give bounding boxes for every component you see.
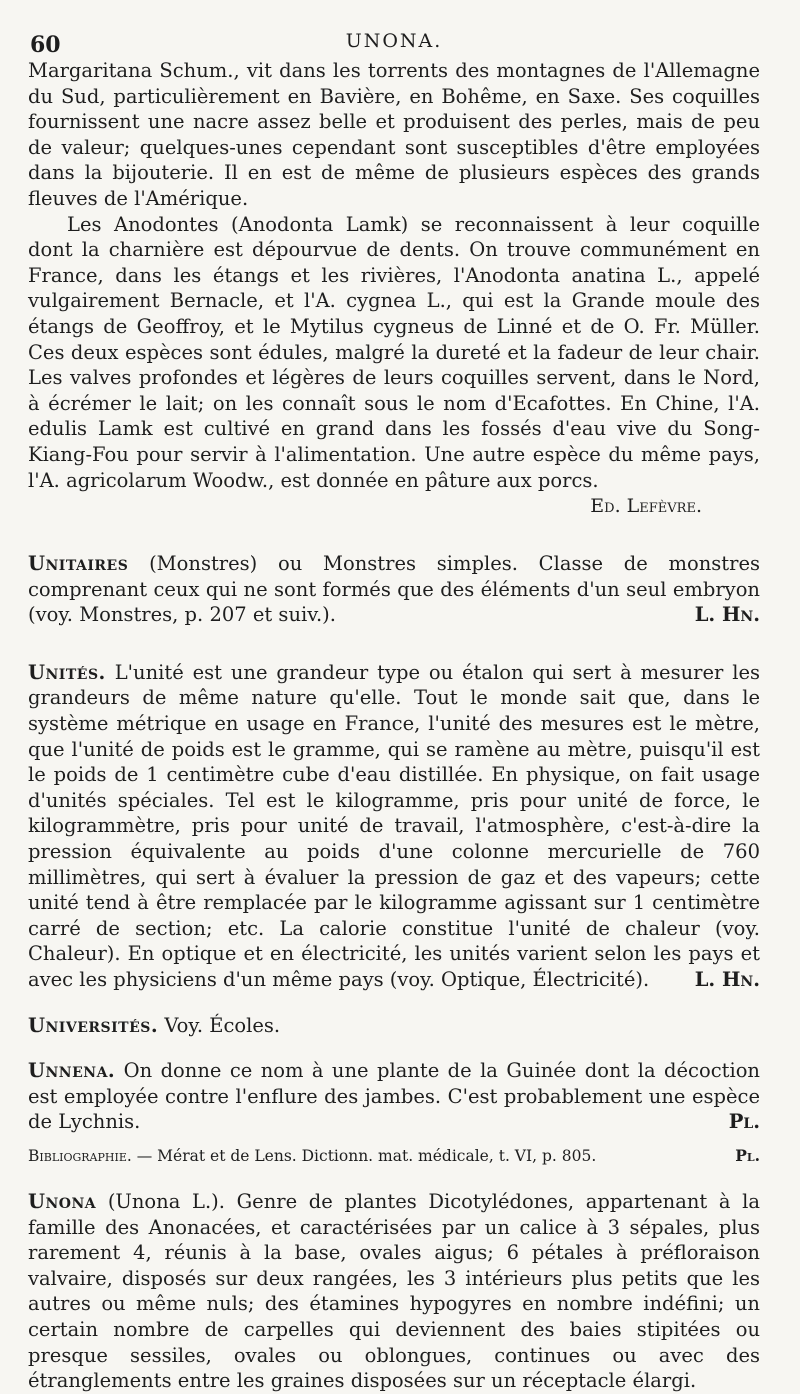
entry-universites xyxy=(28,1013,760,1039)
page-number: 60 xyxy=(30,32,61,58)
bibliography-text: Mérat et de Lens. Dictionn. mat. médicale, t. VI, p. 805. xyxy=(157,1146,597,1165)
signature-unitaires: L. Hn. xyxy=(694,603,760,627)
entry-unnena xyxy=(28,1058,760,1135)
entry-text-unites: L'unité est une grandeur type ou étalon qui sert à mesurer les grandeurs de même nature qu'elle. Tout le monde sait que, dans le système métrique en usage en France, l'unité des mesures est le mètre, que l'unité de poids est le gramme, qui se ramène au mètre, puisqu'il est le poids de 1 centimètre cube d'eau distillée. En physique, on fait usage d'unités spéciales. Tel est le kilogramme, pris pour unité de force, le kilogrammètre, pris pour unité de travail, l'atmosphère, c'est-à-dire la pression équivalente au poids d'une colonne mercurielle de 760 millimètres, qui sert à évaluer la pression de gaz et des vapeurs; cette unité tend à être remplacée par le kilogramme agissant sur 1 centimètre carré de section; etc. La calorie constitue l'unité de chaleur (voy. Chaleur). En optique et en électricité, les unités varient selon les pays et avec les physiciens d'un même pays (voy. Optique, Électricité). xyxy=(28,660,760,991)
anodonta-paragraph-2: Les Anodontes (Anodonta Lamk) se reconnaissent à leur coquille dont la charnière est dépourvue de dents. On trouve communément en France, dans les étangs et les rivières, l'Anodonta anatina L., appelé vulgairement Bernacle, et l'A. cygnea L., qui est la Grande moule des étangs de Geoffroy, et le Mytilus cygneus de Linné et de O. Fr. Müller. Ces deux espèces sont édules, malgré la dureté et la fadeur de leur chair. Les valves profondes et légères de leurs coquilles servent, dans le Nord, à écrémer le lait; on les connaît sous le nom d'Ecafottes. En Chine, l'A. edulis Lamk est cultivé en grand dans les fossés d'eau vive du Song-Kiang-Fou pour servir à l'alimentation. Une autre espèce du même pays, l'A. agricolarum Woodw., est donnée en pâture aux porcs. xyxy=(28,212,760,492)
entry-head-unites: Unités. xyxy=(28,660,106,684)
page-header xyxy=(28,22,760,58)
entry-text-universites: Voy. Écoles. xyxy=(164,1013,281,1037)
entry-text-unitaires: (Monstres) ou Monstres simples. Classe de monstres comprenant ceux qui ne sont formés que des éléments d'un seul embryon (voy. Monstres, p. 207 et suiv.). xyxy=(28,552,760,627)
signature-unites: L. Hn. xyxy=(694,968,760,991)
bibliography-unnena xyxy=(28,1143,760,1169)
signature-unnena: Pl. xyxy=(728,1110,760,1134)
entry-head-unitaires: Unitaires xyxy=(28,552,129,576)
entry-head-unnena: Unnena. xyxy=(28,1059,116,1083)
entry-text-unona: (Unona L.). Genre de plantes Dicotylédones, appartenant à la famille des Anonacées, et caractérisées par un calice à 3 sépales, plus rarement 4, réunis à la base, ovales aigus; 6 pétales à préfloraison valvaire, disposés sur deux rangées, les 3 intérieurs plus petits que les autres ou même nuls; des étamines hypogyres en nombre indéfini; un certain nombre de carpelles qui deviennent des baies stipitées ou presque sessiles, ovales ou oblongues, continues ou avec des étranglements entre les graines disposées sur un réceptacle élargi. xyxy=(28,1189,760,1393)
signature-lefevre: Ed. Lefèvre. xyxy=(590,495,702,518)
bibliography-signature: Pl. xyxy=(735,1145,760,1165)
running-title: UNONA. xyxy=(345,30,443,52)
entry-unona xyxy=(28,1189,760,1394)
entry-unitaires xyxy=(28,551,760,628)
entry-head-unona: Unona xyxy=(28,1189,97,1213)
entry-text-unnena: On donne ce nom à une plante de la Guinée dont la décoction est employée contre l'enflure des jambes. C'est probablement une espèce de Lychnis. xyxy=(28,1059,760,1134)
entry-unites xyxy=(28,660,760,993)
bibliography-label: Bibliographie. — xyxy=(28,1146,153,1165)
anodonta-paragraph-1: Margaritana Schum., vit dans les torrents des montagnes de l'Allemagne du Sud, particulièrement en Bavière, en Bohême, en Saxe. Ses coquilles fournissent une nacre assez belle et produisent des perles, mais de peu de valeur; quelques-unes cependant sont susceptibles d'être employées dans la bijouterie. Il en est de même de plusieurs espèces des grands fleuves de l'Amérique. xyxy=(28,59,760,210)
entry-head-universites: Universités. xyxy=(28,1013,159,1037)
